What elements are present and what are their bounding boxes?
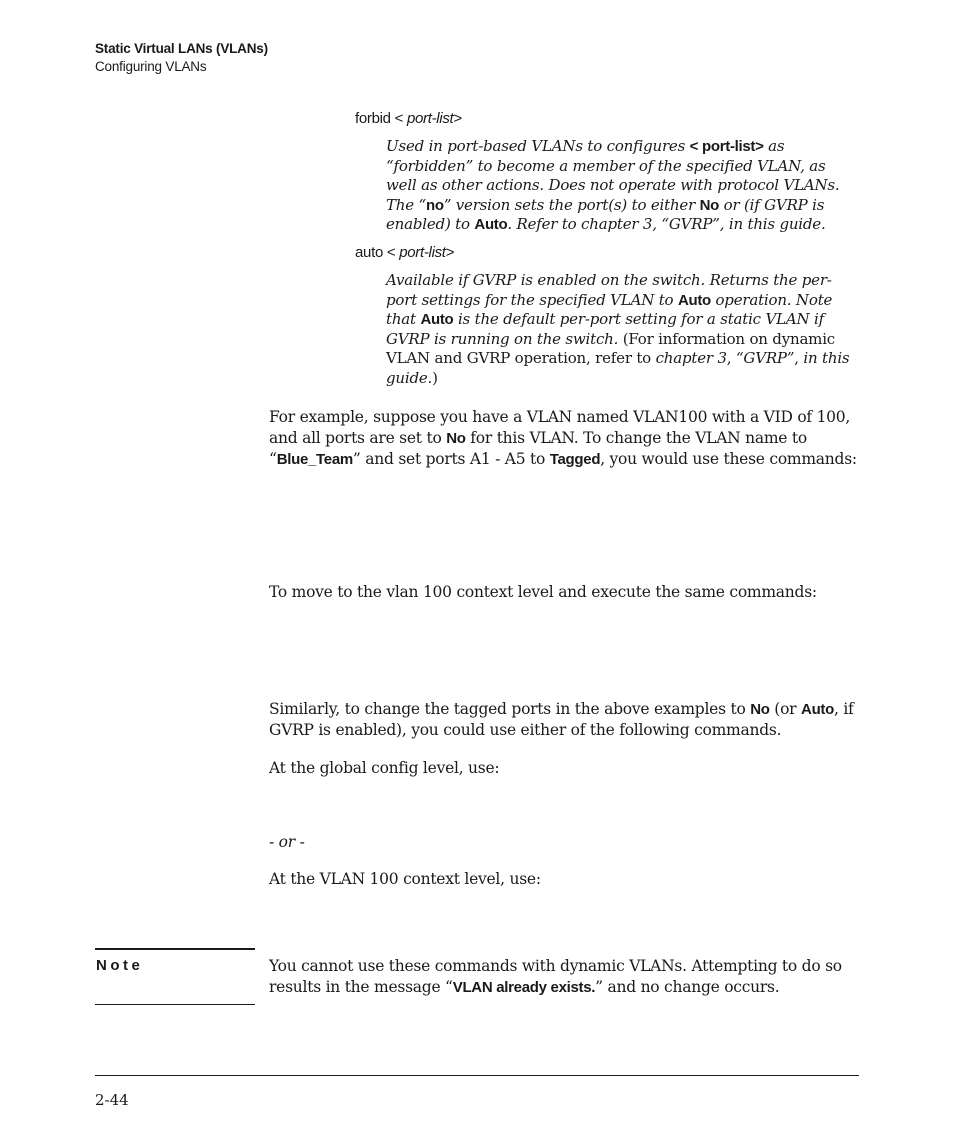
global-config-paragraph: At the global config level, use:	[269, 759, 500, 777]
desc-text: . Refer to chapter 3, “GVRP”, in this guide.	[507, 215, 826, 233]
desc-text: as “forbidden” to become a member of the specified VLAN, as well as other actions. Does not operate with protocol VLANs. The “	[386, 137, 840, 214]
desc-keyword: < port-list>	[689, 138, 764, 155]
running-header-title: Static Virtual LANs (VLANs)	[95, 41, 268, 56]
desc-text: chapter 3	[655, 349, 727, 367]
desc-keyword: No	[699, 196, 720, 214]
para-text: For example, suppose you have a VLAN named VLAN100 with a VID of 100, and all ports are set to	[269, 408, 851, 447]
para-keyword: VLAN already exists.	[452, 979, 596, 996]
desc-text: is the default per-port setting for a static VLAN if GVRP is running on the switch.	[386, 310, 824, 348]
vlan-context-paragraph: At the VLAN 100 context level, use:	[269, 870, 541, 888]
para-text: ” and set ports A1 - A5 to	[352, 450, 550, 468]
param-forbid-close: >	[453, 110, 462, 127]
para-text: , you would use these commands:	[600, 450, 857, 468]
param-auto-arg: port-list	[399, 244, 446, 261]
para-keyword: Tagged	[549, 451, 601, 468]
running-header-subtitle: Configuring VLANs	[95, 59, 207, 74]
or-separator: - or -	[269, 833, 305, 851]
param-forbid-keyword: forbid <	[355, 110, 404, 127]
para-keyword: No	[446, 430, 466, 447]
para-keyword: Auto	[801, 701, 834, 718]
context-level-paragraph: To move to the vlan 100 context level and execute the same commands:	[269, 583, 817, 601]
param-forbid-arg: port-list	[406, 110, 454, 127]
desc-upright-text: (For information on dynamic VLAN and GVRP operation, refer to	[386, 329, 836, 367]
para-text: , if GVRP is enabled), you could use either of the following commands.	[269, 700, 854, 739]
para-text: ” and no change occurs.	[595, 978, 780, 996]
desc-text: “GVRP”	[735, 349, 795, 367]
note-text	[269, 956, 864, 998]
para-text: You cannot use these commands with dynamic VLANs. Attempting to do so results in the message “	[269, 957, 842, 996]
desc-upright-text: )	[432, 368, 438, 387]
desc-keyword: no	[425, 196, 444, 214]
param-forbid-syntax	[355, 110, 462, 127]
page-number: 2-44	[95, 1091, 129, 1109]
param-auto-description	[386, 271, 854, 388]
para-keyword: No	[750, 701, 770, 718]
desc-text: ” version sets the port(s) to either	[443, 195, 700, 214]
desc-upright-text: ,	[726, 349, 736, 367]
note-label: Note	[96, 957, 144, 974]
desc-keyword: Auto	[420, 311, 454, 328]
param-auto-keyword: auto <	[355, 244, 396, 261]
desc-keyword: Auto	[677, 291, 711, 309]
para-text: (or	[769, 700, 802, 718]
para-keyword: Blue_Team	[276, 451, 353, 468]
desc-keyword: Auto	[474, 216, 508, 233]
desc-text: Available if GVRP is enabled on the switch. Returns the per-port settings for the specified VLAN to	[386, 271, 832, 309]
para-text: Similarly, to change the tagged ports in the above examples to	[269, 700, 751, 718]
similarly-paragraph	[269, 699, 864, 741]
desc-text: or (if GVRP is enabled) to	[386, 195, 825, 233]
note-bottom-rule	[95, 1004, 255, 1005]
param-auto-close: >	[445, 244, 455, 261]
param-forbid-description	[386, 137, 854, 235]
para-text: for this VLAN. To change the VLAN name to “	[269, 429, 807, 468]
example-paragraph	[269, 407, 864, 470]
param-auto-syntax	[355, 244, 454, 261]
desc-text: operation. Note that	[386, 290, 833, 328]
desc-upright-text: ,	[794, 349, 804, 367]
note-top-rule	[95, 948, 255, 950]
desc-text: Used in port-based VLANs to configures	[386, 137, 690, 155]
footer-rule	[95, 1075, 859, 1076]
desc-text: in this guide.	[386, 349, 850, 387]
